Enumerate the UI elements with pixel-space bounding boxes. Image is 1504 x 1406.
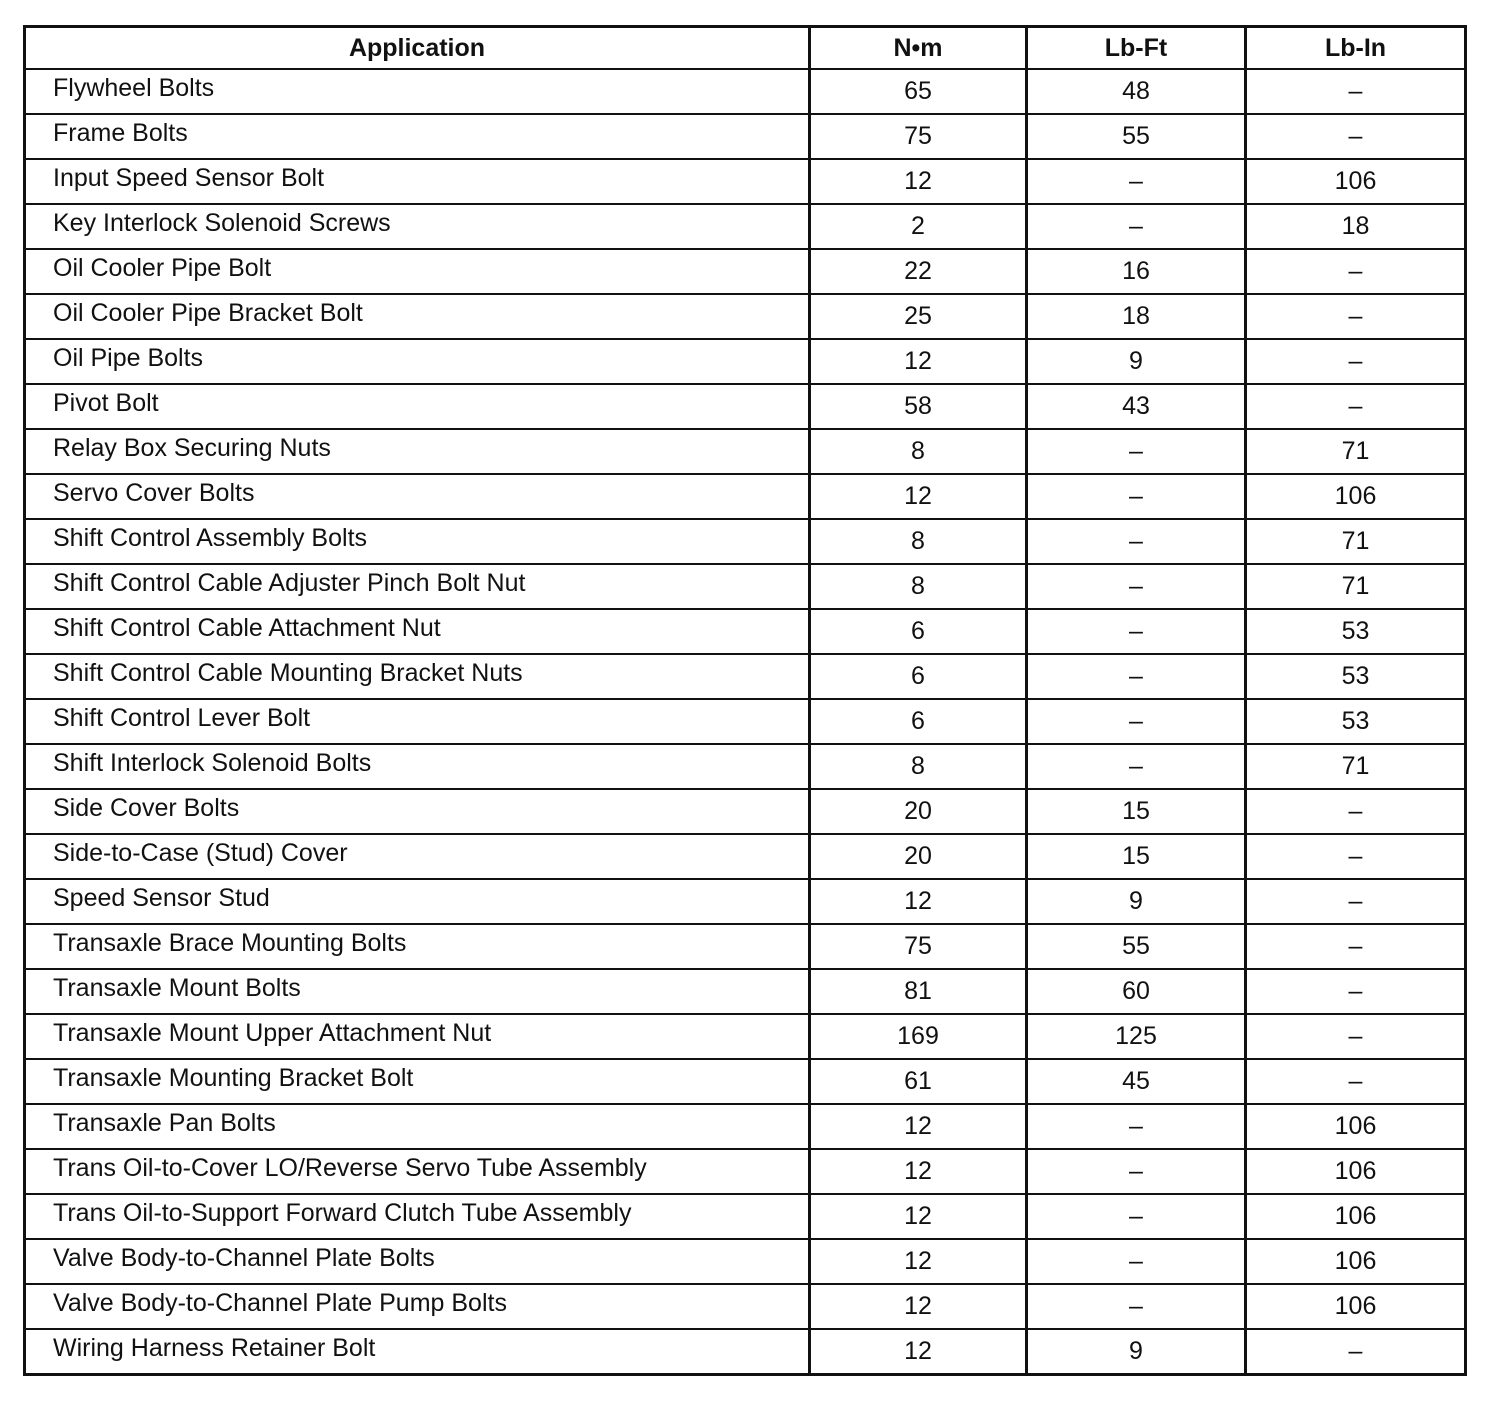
lbft-cell: – [1027,654,1246,699]
lbin-cell: – [1246,114,1466,159]
lbft-cell: – [1027,1194,1246,1239]
table-row [25,159,1466,204]
application-cell: Shift Control Lever Bolt [25,699,810,744]
application-cell: Shift Control Cable Adjuster Pinch Bolt Nut [25,564,810,609]
nm-cell: 12 [810,1194,1027,1239]
application-cell: Oil Cooler Pipe Bolt [25,249,810,294]
lbft-cell: – [1027,474,1246,519]
table-header [25,27,1466,70]
nm-cell: 75 [810,114,1027,159]
table-row [25,69,1466,114]
nm-cell: 12 [810,1239,1027,1284]
table-row [25,789,1466,834]
nm-cell: 8 [810,744,1027,789]
nm-cell: 12 [810,1104,1027,1149]
table-row [25,609,1466,654]
lbin-cell: 71 [1246,744,1466,789]
nm-cell: 75 [810,924,1027,969]
application-cell: Valve Body-to-Channel Plate Bolts [25,1239,810,1284]
application-cell: Frame Bolts [25,114,810,159]
lbft-cell: – [1027,1104,1246,1149]
application-cell: Flywheel Bolts [25,69,810,114]
lbin-cell: – [1246,1014,1466,1059]
lbft-cell: – [1027,1284,1246,1329]
table-row [25,339,1466,384]
table-row [25,474,1466,519]
nm-cell: 12 [810,1329,1027,1375]
lbin-cell: – [1246,69,1466,114]
lbin-cell: 53 [1246,609,1466,654]
table-row [25,1284,1466,1329]
lbin-cell: – [1246,924,1466,969]
header-row [25,27,1466,70]
table-row [25,654,1466,699]
table-row [25,429,1466,474]
nm-cell: 6 [810,654,1027,699]
table-row [25,564,1466,609]
nm-cell: 20 [810,834,1027,879]
application-cell: Pivot Bolt [25,384,810,429]
lbft-cell: – [1027,1239,1246,1284]
application-cell: Shift Control Assembly Bolts [25,519,810,564]
table-row [25,384,1466,429]
application-cell: Transaxle Mounting Bracket Bolt [25,1059,810,1104]
lbin-cell: 106 [1246,1239,1466,1284]
lbft-cell: 60 [1027,969,1246,1014]
table-row [25,969,1466,1014]
lbin-cell: 53 [1246,699,1466,744]
table-row [25,1014,1466,1059]
lbin-cell: – [1246,384,1466,429]
lbft-cell: – [1027,429,1246,474]
table-row [25,879,1466,924]
lbin-cell: 18 [1246,204,1466,249]
lbin-cell: – [1246,1059,1466,1104]
fastener-torque-table [23,25,1467,1376]
lbft-cell: – [1027,204,1246,249]
lbin-cell: – [1246,789,1466,834]
nm-cell: 25 [810,294,1027,339]
application-cell: Oil Cooler Pipe Bracket Bolt [25,294,810,339]
lbin-cell: 53 [1246,654,1466,699]
lbft-cell: 16 [1027,249,1246,294]
lbft-cell: – [1027,1149,1246,1194]
table-row [25,924,1466,969]
nm-cell: 12 [810,879,1027,924]
nm-cell: 61 [810,1059,1027,1104]
application-cell: Trans Oil-to-Cover LO/Reverse Servo Tube Assembly [25,1149,810,1194]
application-cell: Valve Body-to-Channel Plate Pump Bolts [25,1284,810,1329]
table-row [25,1059,1466,1104]
lbft-cell: 9 [1027,339,1246,384]
nm-cell: 20 [810,789,1027,834]
lbin-cell: 71 [1246,519,1466,564]
application-cell: Shift Control Cable Mounting Bracket Nuts [25,654,810,699]
lbin-cell: 106 [1246,474,1466,519]
lbft-cell: 43 [1027,384,1246,429]
application-cell: Oil Pipe Bolts [25,339,810,384]
lbin-cell: 106 [1246,1194,1466,1239]
nm-cell: 169 [810,1014,1027,1059]
table-row [25,1329,1466,1375]
lbft-cell: – [1027,744,1246,789]
lbft-cell: 9 [1027,879,1246,924]
lbft-cell: 18 [1027,294,1246,339]
lbin-cell: – [1246,969,1466,1014]
table-row [25,249,1466,294]
nm-cell: 2 [810,204,1027,249]
column-header-lbin: Lb-In [1246,27,1466,70]
application-cell: Shift Control Cable Attachment Nut [25,609,810,654]
lbft-cell: 45 [1027,1059,1246,1104]
nm-cell: 8 [810,429,1027,474]
application-cell: Side Cover Bolts [25,789,810,834]
lbft-cell: 15 [1027,834,1246,879]
nm-cell: 12 [810,339,1027,384]
application-cell: Transaxle Mount Upper Attachment Nut [25,1014,810,1059]
table-row [25,1194,1466,1239]
table-row [25,699,1466,744]
lbin-cell: – [1246,294,1466,339]
lbft-cell: 55 [1027,114,1246,159]
lbft-cell: 9 [1027,1329,1246,1375]
application-cell: Shift Interlock Solenoid Bolts [25,744,810,789]
table-row [25,519,1466,564]
nm-cell: 8 [810,519,1027,564]
nm-cell: 6 [810,699,1027,744]
lbft-cell: 15 [1027,789,1246,834]
table-row [25,744,1466,789]
lbft-cell: – [1027,609,1246,654]
nm-cell: 6 [810,609,1027,654]
lbin-cell: 106 [1246,159,1466,204]
application-cell: Speed Sensor Stud [25,879,810,924]
application-cell: Input Speed Sensor Bolt [25,159,810,204]
nm-cell: 58 [810,384,1027,429]
table-row [25,204,1466,249]
lbin-cell: – [1246,834,1466,879]
nm-cell: 12 [810,474,1027,519]
lbin-cell: 71 [1246,429,1466,474]
lbft-cell: – [1027,159,1246,204]
table-row [25,114,1466,159]
lbin-cell: 106 [1246,1104,1466,1149]
table-row [25,1239,1466,1284]
application-cell: Transaxle Pan Bolts [25,1104,810,1149]
application-cell: Wiring Harness Retainer Bolt [25,1329,810,1375]
nm-cell: 22 [810,249,1027,294]
nm-cell: 81 [810,969,1027,1014]
lbin-cell: – [1246,1329,1466,1375]
lbin-cell: – [1246,339,1466,384]
nm-cell: 12 [810,1284,1027,1329]
table-row [25,1149,1466,1194]
column-header-application: Application [25,27,810,70]
table-row [25,834,1466,879]
table-row [25,294,1466,339]
lbin-cell: 71 [1246,564,1466,609]
application-cell: Relay Box Securing Nuts [25,429,810,474]
lbin-cell: 106 [1246,1284,1466,1329]
nm-cell: 65 [810,69,1027,114]
application-cell: Key Interlock Solenoid Screws [25,204,810,249]
lbft-cell: 125 [1027,1014,1246,1059]
lbft-cell: 55 [1027,924,1246,969]
application-cell: Transaxle Brace Mounting Bolts [25,924,810,969]
lbft-cell: – [1027,519,1246,564]
column-header-nm: N•m [810,27,1027,70]
application-cell: Side-to-Case (Stud) Cover [25,834,810,879]
table-body [25,69,1466,1375]
nm-cell: 12 [810,159,1027,204]
lbft-cell: 48 [1027,69,1246,114]
application-cell: Transaxle Mount Bolts [25,969,810,1014]
lbft-cell: – [1027,699,1246,744]
nm-cell: 8 [810,564,1027,609]
column-header-lbft: Lb-Ft [1027,27,1246,70]
lbin-cell: 106 [1246,1149,1466,1194]
lbft-cell: – [1027,564,1246,609]
application-cell: Trans Oil-to-Support Forward Clutch Tube Assembly [25,1194,810,1239]
table-row [25,1104,1466,1149]
nm-cell: 12 [810,1149,1027,1194]
lbin-cell: – [1246,249,1466,294]
lbin-cell: – [1246,879,1466,924]
application-cell: Servo Cover Bolts [25,474,810,519]
